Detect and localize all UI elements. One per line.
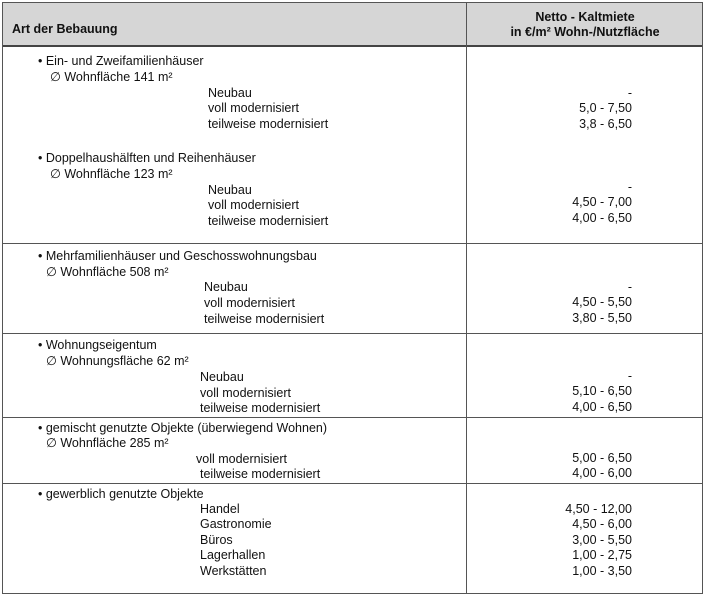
row-value: 5,00 - 6,50	[572, 451, 632, 465]
row-label: Handel	[200, 502, 240, 516]
section-title: • Doppelhaushälften und Reihenhäuser	[38, 151, 256, 165]
row-label: voll modernisiert	[204, 296, 296, 310]
row-label: Neubau	[204, 280, 248, 294]
row-label: Büros	[200, 533, 233, 547]
row-value: 3,80 - 5,50	[572, 311, 632, 325]
row-label: voll modernisiert	[200, 386, 292, 400]
row-value: 5,10 - 6,50	[572, 384, 632, 398]
row-value: 1,00 - 3,50	[572, 564, 632, 578]
section-title: • gewerblich genutzte Objekte	[38, 487, 204, 501]
row-label: Neubau	[200, 370, 244, 384]
row-label: voll modernisiert	[208, 198, 300, 212]
section-title: • gemischt genutzte Objekte (überwiegend Wohnen)	[38, 421, 328, 435]
row-label: teilweise modernisiert	[208, 117, 329, 131]
section-divider	[2, 333, 703, 334]
row-value: 4,00 - 6,50	[572, 400, 632, 414]
row-value: 4,50 - 6,00	[572, 517, 632, 531]
section-divider	[2, 243, 703, 244]
section-area: ∅ Wohnungsfläche 62 m²	[46, 354, 189, 368]
row-value: -	[627, 180, 632, 194]
row-value: -	[627, 369, 632, 383]
section-title: • Mehrfamilienhäuser und Geschosswohnungsbau	[38, 249, 317, 263]
row-label: Werkstätten	[200, 564, 267, 578]
row-label: teilweise modernisiert	[208, 214, 329, 228]
row-label: Neubau	[208, 86, 252, 100]
row-value: -	[627, 86, 632, 100]
row-value: 4,50 - 7,00	[572, 195, 632, 209]
row-label: Gastronomie	[200, 517, 272, 531]
section-divider	[2, 483, 703, 484]
section-area: ∅ Wohnfläche 508 m²	[46, 265, 169, 279]
row-value: 4,00 - 6,00	[572, 466, 632, 480]
row-value: 4,50 - 5,50	[572, 295, 632, 309]
header-building-type: Art der Bebauung	[12, 22, 118, 36]
row-value: 3,00 - 5,50	[572, 533, 632, 547]
row-label: voll modernisiert	[196, 452, 288, 466]
row-value: 3,8 - 6,50	[579, 117, 632, 131]
row-value: 4,50 - 12,00	[565, 502, 632, 516]
section-title: • Wohnungseigentum	[38, 338, 157, 352]
row-label: Neubau	[208, 183, 252, 197]
header-rent-title: Netto - Kaltmiete	[535, 10, 635, 24]
row-value: 1,00 - 2,75	[572, 548, 632, 562]
row-label: teilweise modernisiert	[204, 312, 325, 326]
header-rent-unit: in €/m² Wohn-/Nutzfläche	[510, 25, 660, 39]
row-value: 4,00 - 6,50	[572, 211, 632, 225]
row-label: voll modernisiert	[208, 101, 300, 115]
row-value: 5,0 - 7,50	[579, 101, 632, 115]
section-area: ∅ Wohnfläche 123 m²	[50, 167, 173, 181]
row-label: teilweise modernisiert	[200, 401, 321, 415]
section-divider	[2, 417, 703, 418]
row-label: Lagerhallen	[200, 548, 266, 562]
row-value: -	[627, 280, 632, 294]
section-area: ∅ Wohnfläche 285 m²	[46, 436, 169, 450]
row-label: teilweise modernisiert	[200, 467, 321, 481]
section-area: ∅ Wohnfläche 141 m²	[50, 70, 173, 84]
section-title: • Ein- und Zweifamilienhäuser	[38, 54, 204, 68]
